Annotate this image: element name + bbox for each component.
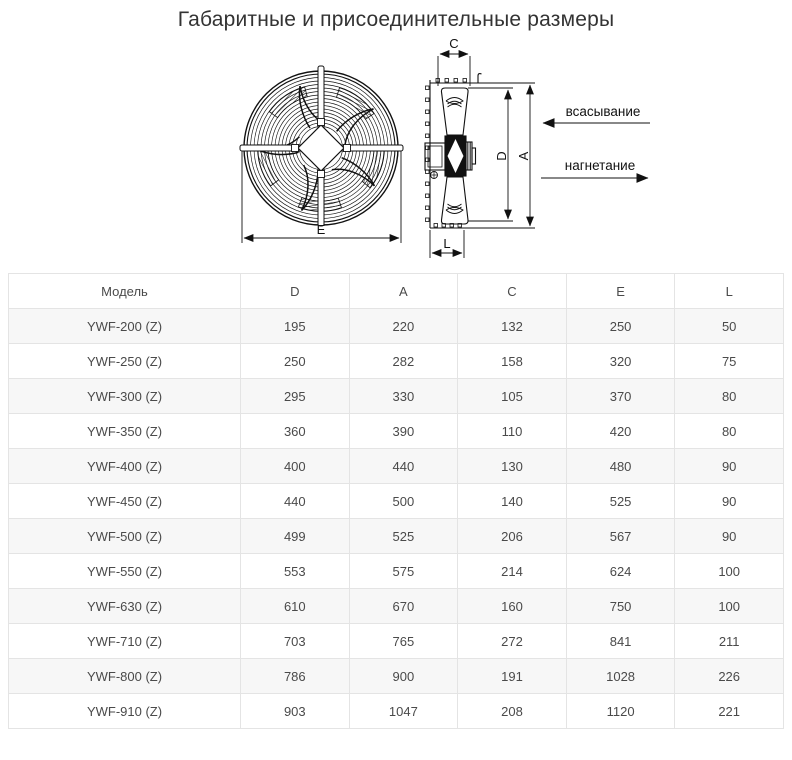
value-cell: 624 — [566, 554, 675, 589]
model-cell: YWF-250 (Z) — [9, 344, 241, 379]
table-row — [9, 309, 784, 344]
value-cell: 206 — [458, 519, 567, 554]
model-cell: YWF-550 (Z) — [9, 554, 241, 589]
value-cell: 786 — [241, 659, 350, 694]
column-header: Модель — [9, 274, 241, 309]
table-body — [9, 309, 784, 729]
dim-label-d: D — [494, 151, 509, 161]
guard-center-hub — [298, 125, 344, 171]
value-cell: 567 — [566, 519, 675, 554]
value-cell: 765 — [349, 624, 458, 659]
value-cell: 90 — [675, 484, 784, 519]
column-header: L — [675, 274, 784, 309]
value-cell: 110 — [458, 414, 567, 449]
table-row — [9, 694, 784, 729]
table-row — [9, 589, 784, 624]
table-row — [9, 379, 784, 414]
value-cell: 330 — [349, 379, 458, 414]
table-row — [9, 519, 784, 554]
discharge-label: нагнетание — [564, 158, 636, 173]
value-cell: 1120 — [566, 694, 675, 729]
value-cell: 75 — [675, 344, 784, 379]
model-cell: YWF-400 (Z) — [9, 449, 241, 484]
value-cell: 903 — [241, 694, 350, 729]
value-cell: 841 — [566, 624, 675, 659]
value-cell: 158 — [458, 344, 567, 379]
value-cell: 195 — [241, 309, 350, 344]
value-cell: 575 — [349, 554, 458, 589]
value-cell: 610 — [241, 589, 350, 624]
table-row — [9, 449, 784, 484]
column-header: A — [349, 274, 458, 309]
value-cell: 1028 — [566, 659, 675, 694]
value-cell: 370 — [566, 379, 675, 414]
table-row — [9, 344, 784, 379]
model-cell: YWF-300 (Z) — [9, 379, 241, 414]
value-cell: 226 — [675, 659, 784, 694]
value-cell: 250 — [566, 309, 675, 344]
value-cell: 440 — [241, 484, 350, 519]
fan-dimensions-diagram — [228, 38, 664, 270]
model-cell: YWF-350 (Z) — [9, 414, 241, 449]
column-header: C — [458, 274, 567, 309]
value-cell: 80 — [675, 379, 784, 414]
value-cell: 132 — [458, 309, 567, 344]
table-row — [9, 414, 784, 449]
column-header: E — [566, 274, 675, 309]
dimensions-table — [8, 273, 784, 729]
value-cell: 208 — [458, 694, 567, 729]
model-cell: YWF-200 (Z) — [9, 309, 241, 344]
value-cell: 80 — [675, 414, 784, 449]
value-cell: 360 — [241, 414, 350, 449]
value-cell: 900 — [349, 659, 458, 694]
value-cell: 295 — [241, 379, 350, 414]
table-row — [9, 659, 784, 694]
value-cell: 400 — [241, 449, 350, 484]
value-cell: 670 — [349, 589, 458, 624]
value-cell: 130 — [458, 449, 567, 484]
value-cell: 90 — [675, 449, 784, 484]
value-cell: 250 — [241, 344, 350, 379]
value-cell: 703 — [241, 624, 350, 659]
model-cell: YWF-910 (Z) — [9, 694, 241, 729]
value-cell: 160 — [458, 589, 567, 624]
value-cell: 272 — [458, 624, 567, 659]
value-cell: 90 — [675, 519, 784, 554]
value-cell: 440 — [349, 449, 458, 484]
model-cell: YWF-800 (Z) — [9, 659, 241, 694]
value-cell: 525 — [566, 484, 675, 519]
value-cell: 214 — [458, 554, 567, 589]
column-header: D — [241, 274, 350, 309]
fan-side-view — [425, 38, 535, 258]
value-cell: 191 — [458, 659, 567, 694]
value-cell: 420 — [566, 414, 675, 449]
value-cell: 480 — [566, 449, 675, 484]
table-row — [9, 554, 784, 589]
dim-label-c: C — [449, 38, 459, 51]
flow-direction-arrows — [541, 104, 650, 178]
model-cell: YWF-500 (Z) — [9, 519, 241, 554]
dim-label-e: E — [316, 222, 326, 237]
dim-label-a: A — [516, 151, 531, 161]
page-title: Габаритные и присоединительные размеры — [177, 8, 615, 31]
model-cell: YWF-450 (Z) — [9, 484, 241, 519]
value-cell: 221 — [675, 694, 784, 729]
dim-label-l: L — [443, 236, 451, 251]
table-row — [9, 624, 784, 659]
value-cell: 320 — [566, 344, 675, 379]
value-cell: 390 — [349, 414, 458, 449]
value-cell: 499 — [241, 519, 350, 554]
value-cell: 100 — [675, 554, 784, 589]
value-cell: 750 — [566, 589, 675, 624]
value-cell: 1047 — [349, 694, 458, 729]
value-cell: 100 — [675, 589, 784, 624]
table-header — [9, 274, 784, 309]
value-cell: 553 — [241, 554, 350, 589]
model-cell: YWF-710 (Z) — [9, 624, 241, 659]
value-cell: 525 — [349, 519, 458, 554]
value-cell: 105 — [458, 379, 567, 414]
value-cell: 220 — [349, 309, 458, 344]
suction-label: всасывание — [565, 104, 641, 119]
value-cell: 282 — [349, 344, 458, 379]
value-cell: 500 — [349, 484, 458, 519]
table-header-row — [9, 274, 784, 309]
model-cell: YWF-630 (Z) — [9, 589, 241, 624]
fan-front-view — [240, 66, 403, 243]
value-cell: 50 — [675, 309, 784, 344]
value-cell: 211 — [675, 624, 784, 659]
fan-drawing-svg — [228, 38, 664, 270]
table-row — [9, 484, 784, 519]
value-cell: 140 — [458, 484, 567, 519]
